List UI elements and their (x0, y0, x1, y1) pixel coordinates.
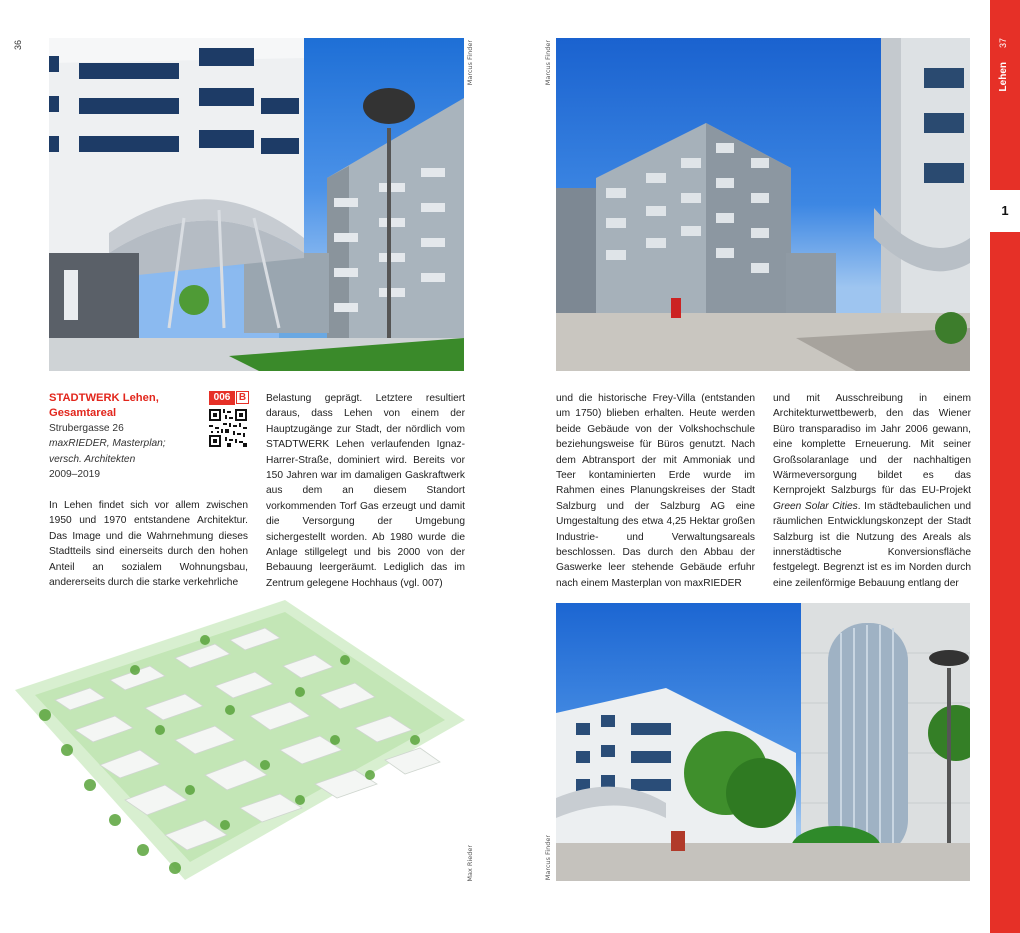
text-column-4 (773, 391, 971, 591)
entry-code-badge: 006 (209, 391, 235, 405)
photo-credit-3: Marcus Finder (544, 835, 552, 881)
photo-stadtwerk-arcade (49, 38, 464, 371)
chapter-sidebar (990, 0, 1020, 933)
entry-architects-line1: maxRIEDER, Masterplan; (49, 438, 166, 450)
district-label: Lehen (998, 62, 1009, 92)
entry-architects-line2: versch. Architekten (49, 453, 136, 465)
photo-illustration-2 (556, 38, 970, 371)
chapter-tab-number: 1 (1001, 203, 1009, 218)
entry-title-line2: Gesamtareal (49, 407, 117, 419)
photo-credit-2: Marcus Finder (544, 40, 552, 86)
page-number-right: 37 (998, 38, 1008, 49)
text-column-1: In Lehen findet sich vor allem zwischen 1950 und 1970 entstandene Architektur. Das Image und die Wahrnehmung dieses Stadtteils sind einerseits durch den hohen Anteil an sozialem Wohnungsbau, andererseits durch die starke verkehrliche (49, 500, 248, 589)
text-column-2: Belastung geprägt. Letztere resultiert daraus, dass Lehen von einem der Hauptzugänge zur Stadt, der nördlich vom STADTWERK Lehen verlaufenden Ignaz-Harrer-Straße, dominiert wird. Bereits vor 150 Jahren war im damaligen Gaskraftwerk aus dem an diesem Standort vorkommenden Torf Gas erzeugt und damit die Versorgung der Umgebung sichergestellt worden. Ab 1980 wurde die Anlage stillgelegt und bis 2000 von der Bebauung leergeräumt. Lediglich das im Zentrum gelegene Hochhaus (vgl. 007) (266, 393, 465, 589)
photo-stadtwerk-courtyard (556, 38, 970, 371)
masterplan-render (15, 600, 465, 880)
text-column-4-b: . Im städtebaulichen und räumlichen Entwicklungskonzept der Stadt Salzburg ist die Nutzung des Areals als innerstädtische Konversionsfläche festgelegt. Begrenzt ist es im Norden durch eine zeilenförmige Bebauung entlang der (773, 500, 971, 589)
entry-code-letter: B (236, 391, 249, 404)
photo-illustration-3 (556, 603, 970, 881)
photo-illustration (49, 38, 464, 371)
photo-credit-1: Marcus Finder (466, 40, 474, 86)
render-credit: Max Rieder (466, 845, 474, 882)
photo-stadtwerk-tower (556, 603, 970, 881)
entry-title-line1: STADTWERK Lehen, (49, 392, 159, 404)
text-column-3: und die historische Frey-Villa (entstanden um 1750) blieben erhalten. Heute werden beide Gebäude von der Volkshochschule beziehungsweise für Büros genutzt. Nach dem Abtransport der mit Ammoniak und Teer kontaminierten Erde wurde im Rahmen eines Planungskreises der Stadt Salzburg und der Salzburg AG eine Umgestaltung des etwa 4,25 Hektar großen Industrie- und Verwaltungsareals beschlossen. Das durch den Abbau der Gaswerke leer stehende Gebäude erfuhr nach einem Masterplan von maxRIEDER (556, 393, 755, 589)
text-column-4-a: und mit Ausschreibung in einem Architekturwettbewerb, den das Wiener Büro transparadiso im Jahr 2006 gewann, eine komplette Erneuerung. Mit seiner Großsolaranlage und der nachhaltigen Wärmeversorgung bildet es das Kernprojekt Salzburgs für das EU-Projekt (773, 393, 971, 497)
entry-years: 2009–2019 (49, 469, 100, 481)
entry-address: Strubergasse 26 (49, 423, 124, 434)
page-number-left: 36 (13, 40, 23, 51)
chapter-tab[interactable] (990, 190, 1020, 232)
render-illustration (15, 600, 465, 880)
qr-code-icon[interactable] (209, 409, 247, 447)
text-column-4-italic: Green Solar Cities (773, 500, 858, 512)
